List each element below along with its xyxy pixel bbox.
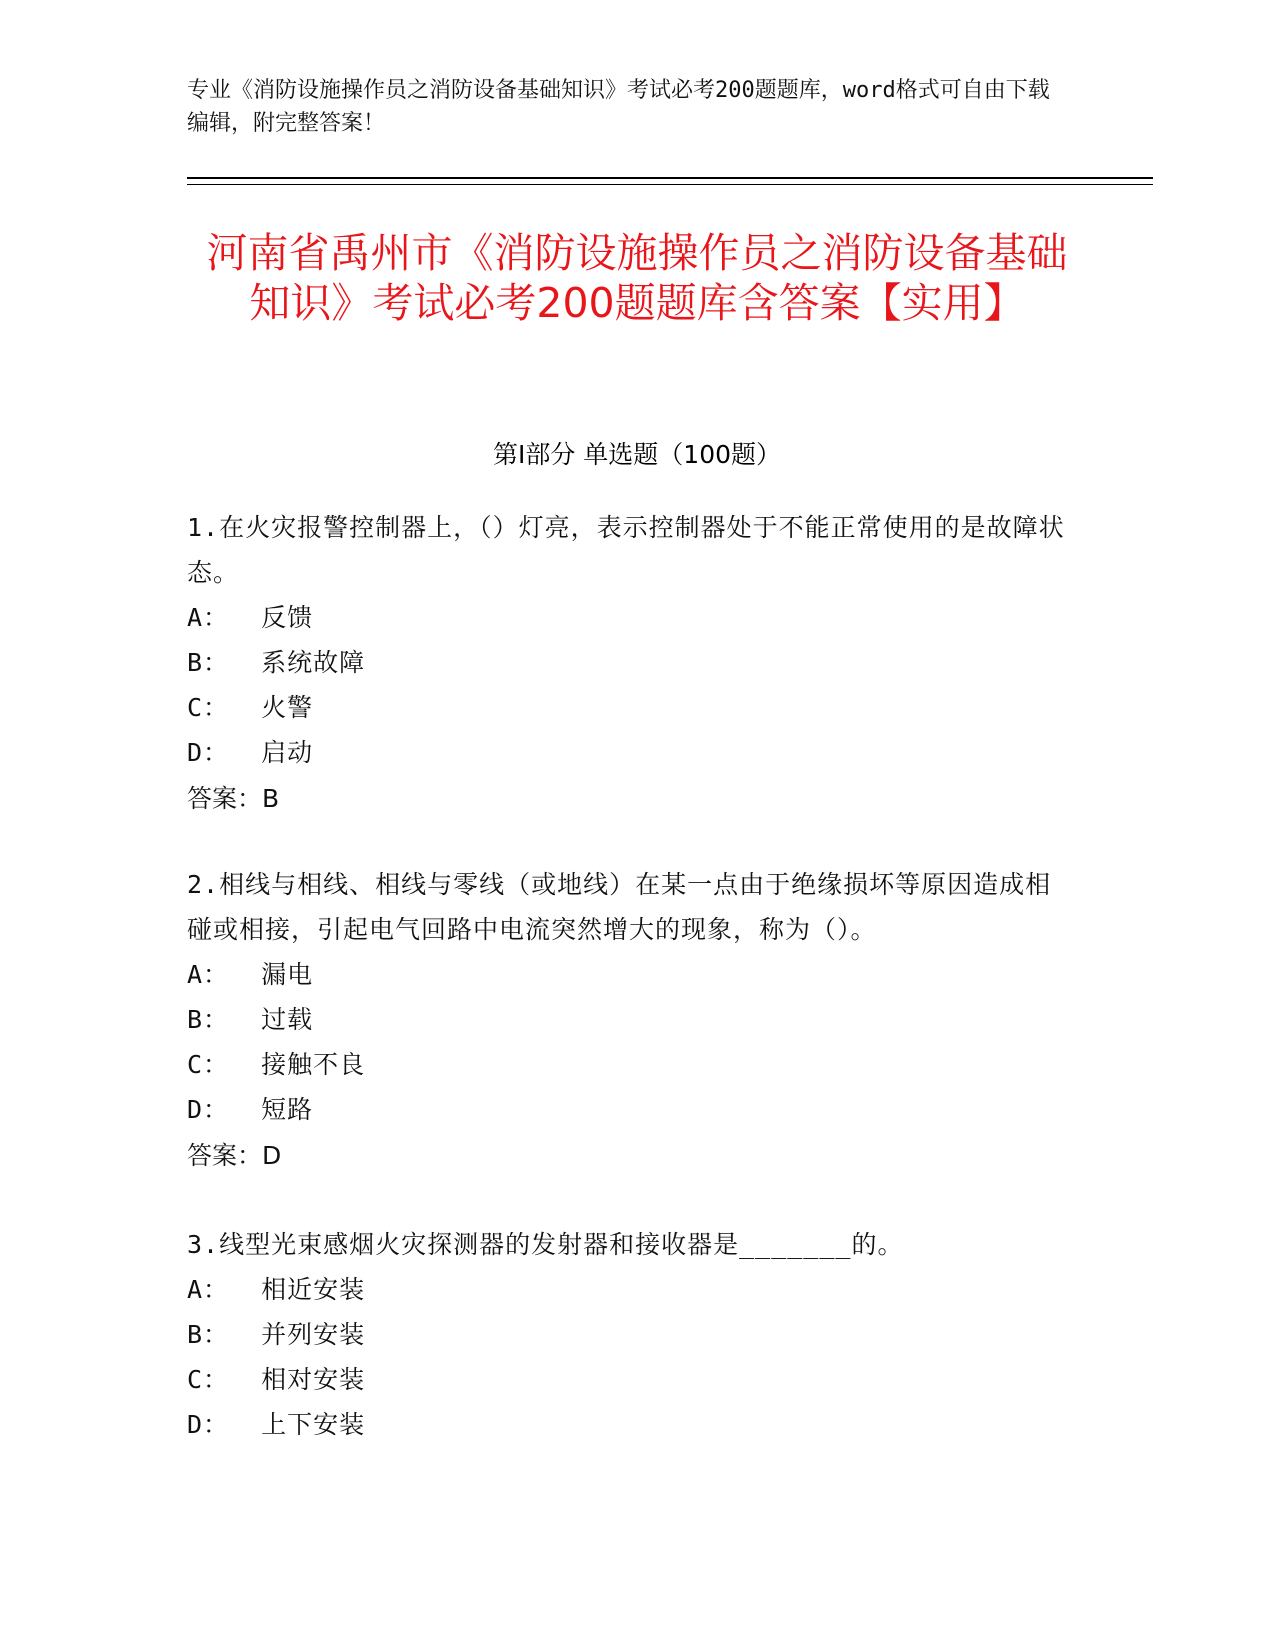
option-a: A： 反馈 [187, 603, 314, 632]
option-b: B： 过载 [187, 1005, 314, 1034]
question-stem: 1.在火灾报警控制器上，（）灯亮，表示控制器处于不能正常使用的是故障状态。 [187, 513, 1065, 587]
option-a: A： 漏电 [187, 960, 314, 989]
section-heading: 第Ⅰ部分 单选题（100题） [492, 440, 782, 469]
option-a: A： 相近安装 [187, 1275, 366, 1304]
option-d: D： 短路 [187, 1095, 314, 1124]
question-2 [187, 862, 1067, 1178]
answer-label: 答案：D [187, 1141, 282, 1170]
question-1 [187, 505, 1067, 821]
question-3 [187, 1222, 1067, 1447]
option-d: D： 上下安装 [187, 1410, 366, 1439]
option-b: B： 并列安装 [187, 1320, 366, 1349]
option-c: C： 接触不良 [187, 1050, 366, 1079]
header-rule-thick [187, 177, 1153, 179]
option-c: C： 火警 [187, 693, 314, 722]
question-stem: 3.线型光束感烟火灾探测器的发射器和接收器是_______的。 [187, 1230, 904, 1259]
answer-label: 答案：B [187, 784, 280, 813]
header-note: 专业《消防设施操作员之消防设备基础知识》考试必考200题题库，word格式可自由下载编辑，附完整答案！ [187, 78, 1050, 136]
option-d: D： 启动 [187, 738, 314, 767]
option-b: B： 系统故障 [187, 648, 366, 677]
document-title: 河南省禹州市《消防设施操作员之消防设备基础知识》考试必考200题题库含答案【实用】 [206, 229, 1068, 327]
header-rule-thin [187, 184, 1153, 185]
option-c: C： 相对安装 [187, 1365, 366, 1394]
question-stem: 2.相线与相线、相线与零线（或地线）在某一点由于绝缘损坏等原因造成相碰或相接，引起电气回路中电流突然增大的现象，称为（）。 [187, 870, 1052, 944]
